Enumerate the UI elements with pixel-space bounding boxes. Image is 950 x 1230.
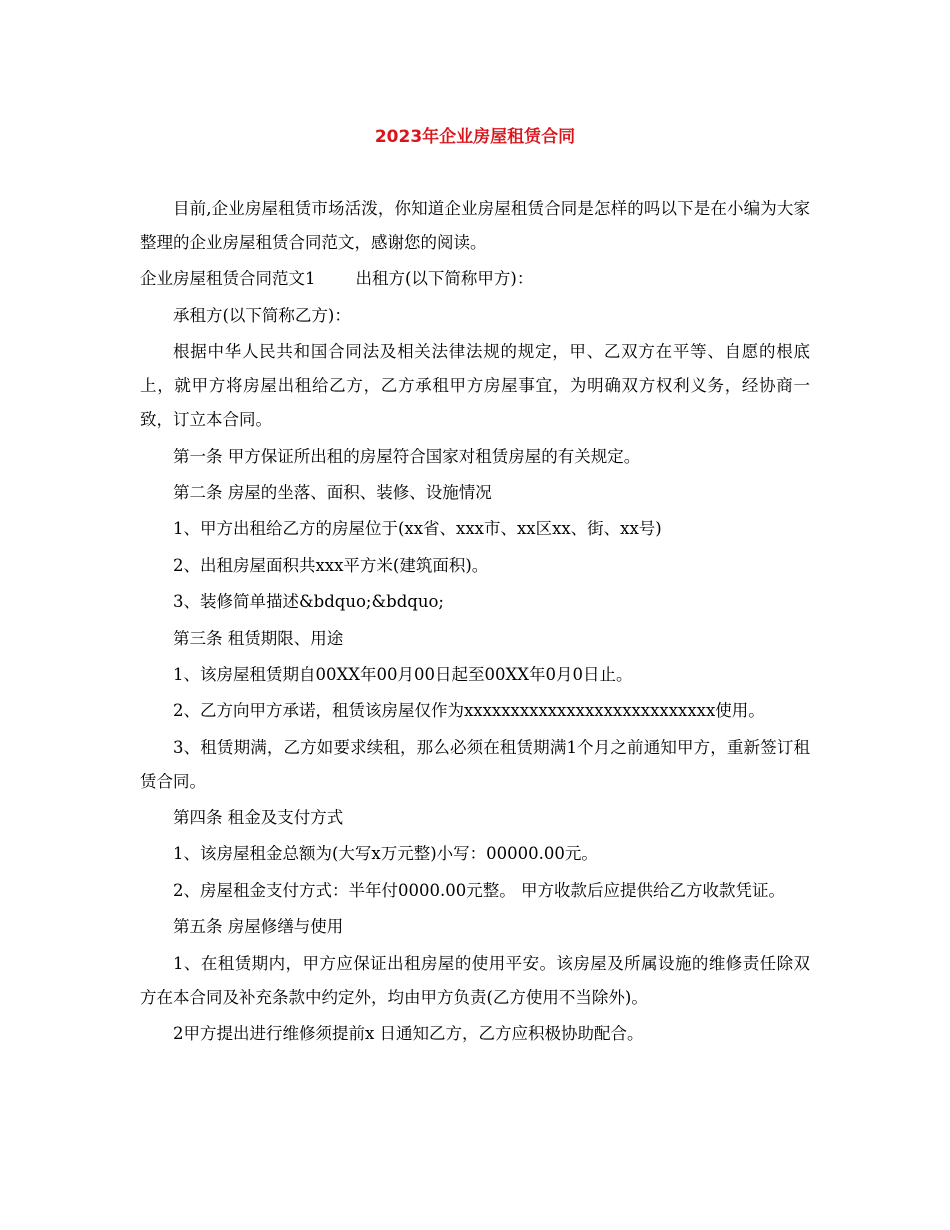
article-2-heading: 第二条 房屋的坐落、面积、装修、设施情况	[173, 482, 492, 502]
sample-title: 企业房屋租赁合同范文1	[140, 269, 316, 289]
article-5-item-2: 2甲方提出进行维修须提前x 日通知乙方，乙方应积极协助配合。	[173, 1024, 644, 1044]
article-3-item-2: 2、乙方向甲方承诺，租赁该房屋仅作为xxxxxxxxxxxxxxxxxxxxxxxxxxx使用。	[173, 701, 765, 721]
paragraph-sample-heading	[140, 262, 810, 296]
article-5-heading: 第五条 房屋修缮与使用	[173, 917, 344, 937]
article-3-item-3: 3、租赁期满，乙方如要求续租，那么必须在租赁期满1个月之前通知甲方，重新签订租赁合同。	[140, 737, 810, 791]
article-2-item-2: 2、出租房屋面积共xxx平方米(建筑面积)。	[173, 555, 489, 575]
article-5-item-1: 1、在租赁期内，甲方应保证出租房屋的使用平安。该房屋及所属设施的维修责任除双方在本合同及补充条款中约定外，均由甲方负责(乙方使用不当除外)。	[140, 953, 810, 1007]
article-4-item-1: 1、该房屋租金总额为(大写x万元整)小写：00000.00元。	[173, 844, 598, 864]
article-4-item-2: 2、房屋租金支付方式：半年付0000.00元整。 甲方收款后应提供给乙方收款凭证。	[173, 880, 785, 900]
article-3-item-1: 1、该房屋租赁期自00XX年00月00日起至00XX年0月0日止。	[173, 664, 633, 684]
article-3-heading: 第三条 租赁期限、用途	[173, 628, 344, 648]
article-4-heading: 第四条 租金及支付方式	[173, 808, 344, 828]
document-body	[140, 192, 810, 1053]
paragraph-preamble: 根据中华人民共和国合同法及相关法律法规的规定，甲、乙双方在平等、自愿的根底上，就甲方将房屋出租给乙方，乙方承租甲方房屋事宜，为明确双方权利义务，经协商一致，订立本合同。	[140, 342, 810, 430]
lessor-label: 出租方(以下简称甲方)：	[355, 269, 534, 289]
paragraph-lessee: 承租方(以下简称乙方)：	[173, 305, 351, 325]
document-title: 2023年企业房屋租赁合同	[374, 127, 576, 147]
paragraph-intro: 目前,企业房屋租赁市场活泼，你知道企业房屋租赁合同是怎样的吗以下是在小编为大家整理的企业房屋租赁合同范文，感谢您的阅读。	[140, 199, 810, 252]
article-1: 第一条 甲方保证所出租的房屋符合国家对租赁房屋的有关规定。	[173, 446, 641, 466]
article-2-item-1: 1、甲方出租给乙方的房屋位于(xx省、xxx市、xx区xx、街、xx号)	[173, 519, 662, 539]
article-2-item-3: 3、装修简单描述&bdquo;&bdquo;	[173, 592, 444, 612]
